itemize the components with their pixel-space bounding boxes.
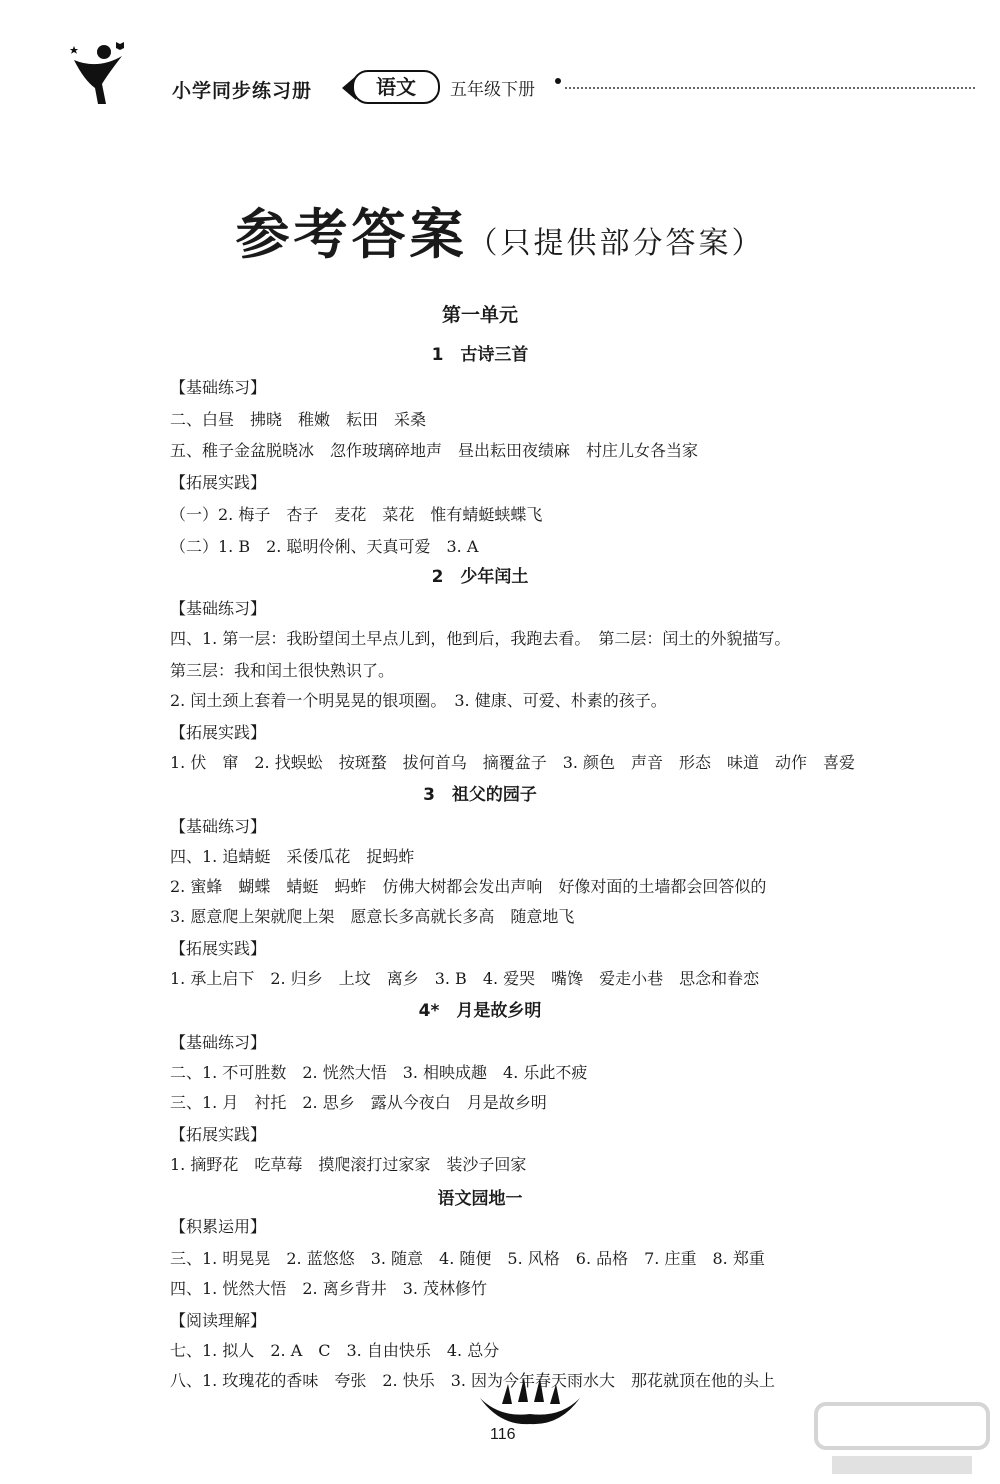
- answer-line: 五、稚子金盆脱晓冰 忽作玻璃碎地声 昼出耘田夜绩麻 村庄儿女各当家: [170, 441, 699, 460]
- answer-line: 2. 蜜蜂 蝴蝶 蜻蜓 蚂蚱 仿佛大树都会发出声响 好像对面的土墙都会回答似的: [170, 877, 767, 896]
- subject-badge: 语文: [352, 70, 440, 104]
- answer-line: 1. 摘野花 吃草莓 摸爬滚打过家家 装沙子回家: [170, 1155, 527, 1174]
- answer-line: 1. 承上启下 2. 归乡 上坟 离乡 3. B 4. 爱哭 嘴馋 爱走小巷 思念和眷恋: [170, 969, 760, 988]
- page-title: [0, 192, 1000, 269]
- section-label: 【拓展实践】: [170, 939, 267, 958]
- lesson-heading: 语文园地一: [437, 1189, 523, 1209]
- answer-line: 2. 闰土颈上套着一个明晃晃的银项圈。 3. 健康、可爱、朴素的孩子。: [170, 691, 667, 710]
- answer-line: 二、1. 不可胜数 2. 恍然大悟 3. 相映成趣 4. 乐此不疲: [170, 1063, 588, 1082]
- mascot-logo-icon: [68, 40, 128, 108]
- answer-line: 1. 伏 窜 2. 找蜈蚣 按斑蝥 拔何首乌 摘覆盆子 3. 颜色 声音 形态 味道 动作 喜爱: [170, 753, 856, 772]
- section-label: 【基础练习】: [170, 817, 267, 836]
- answer-line: 四、1. 第一层：我盼望闰土早点儿到，他到后，我跑去看。 第二层：闰土的外貌描写。: [170, 629, 791, 648]
- page-header: [60, 40, 940, 110]
- answer-line: 3. 愿意爬上架就爬上架 愿意长多高就长多高 随意地飞: [170, 907, 575, 926]
- answer-line: （二）1. B 2. 聪明伶俐、天真可爱 3. A: [170, 537, 479, 556]
- series-brand: 小学同步练习册: [172, 80, 313, 102]
- watermark-logo-icon: [812, 1400, 992, 1480]
- answer-line: 第三层：我和闰土很快熟识了。: [170, 661, 395, 680]
- header-dotted-rule: [565, 87, 975, 89]
- section-label: 【基础练习】: [170, 599, 267, 618]
- lesson-heading: 4* 月是故乡明: [418, 1001, 542, 1021]
- section-label: 【拓展实践】: [170, 1125, 267, 1144]
- title-sub: （只提供部分答案）: [467, 226, 765, 261]
- section-label: 【拓展实践】: [170, 473, 267, 492]
- answer-line: 二、白昼 拂晓 稚嫩 耘田 采桑: [170, 410, 427, 429]
- section-label: 【积累运用】: [170, 1217, 267, 1236]
- unit-heading: 第一单元: [441, 304, 518, 326]
- grade-label: 五年级下册: [450, 80, 535, 100]
- section-label: 【阅读理解】: [170, 1311, 267, 1330]
- section-label: 【基础练习】: [170, 1033, 267, 1052]
- answer-line: 七、1. 拟人 2. A C 3. 自由快乐 4. 总分: [170, 1341, 500, 1360]
- header-dot-icon: [555, 78, 561, 84]
- answer-line: 四、1. 追蜻蜓 采倭瓜花 捉蚂蚱: [170, 847, 415, 866]
- lesson-heading: 2 少年闰土: [431, 567, 529, 587]
- answer-line: 八、1. 玫瑰花的香味 夸张 2. 快乐 3. 因为今年春天雨水大 那花就顶在他的头上: [170, 1371, 776, 1390]
- section-label: 【基础练习】: [170, 378, 267, 397]
- lesson-heading: 1 古诗三首: [431, 345, 529, 365]
- answer-line: 四、1. 恍然大悟 2. 离乡背井 3. 茂林修竹: [170, 1279, 488, 1298]
- lesson-heading: 3 祖父的园子: [423, 785, 537, 805]
- page-number: 116: [490, 1426, 516, 1443]
- answer-line: 三、1. 明晃晃 2. 蓝悠悠 3. 随意 4. 随便 5. 风格 6. 品格 7. 庄重 8. 郑重: [170, 1249, 765, 1268]
- section-label: 【拓展实践】: [170, 723, 267, 742]
- title-main: 参考答案: [235, 203, 468, 266]
- footer-ornament-icon: [470, 1368, 590, 1448]
- answer-line: （一）2. 梅子 杏子 麦花 菜花 惟有蜻蜓蛱蝶飞: [170, 505, 543, 524]
- answer-line: 三、1. 月 衬托 2. 思乡 露从今夜白 月是故乡明: [170, 1093, 547, 1112]
